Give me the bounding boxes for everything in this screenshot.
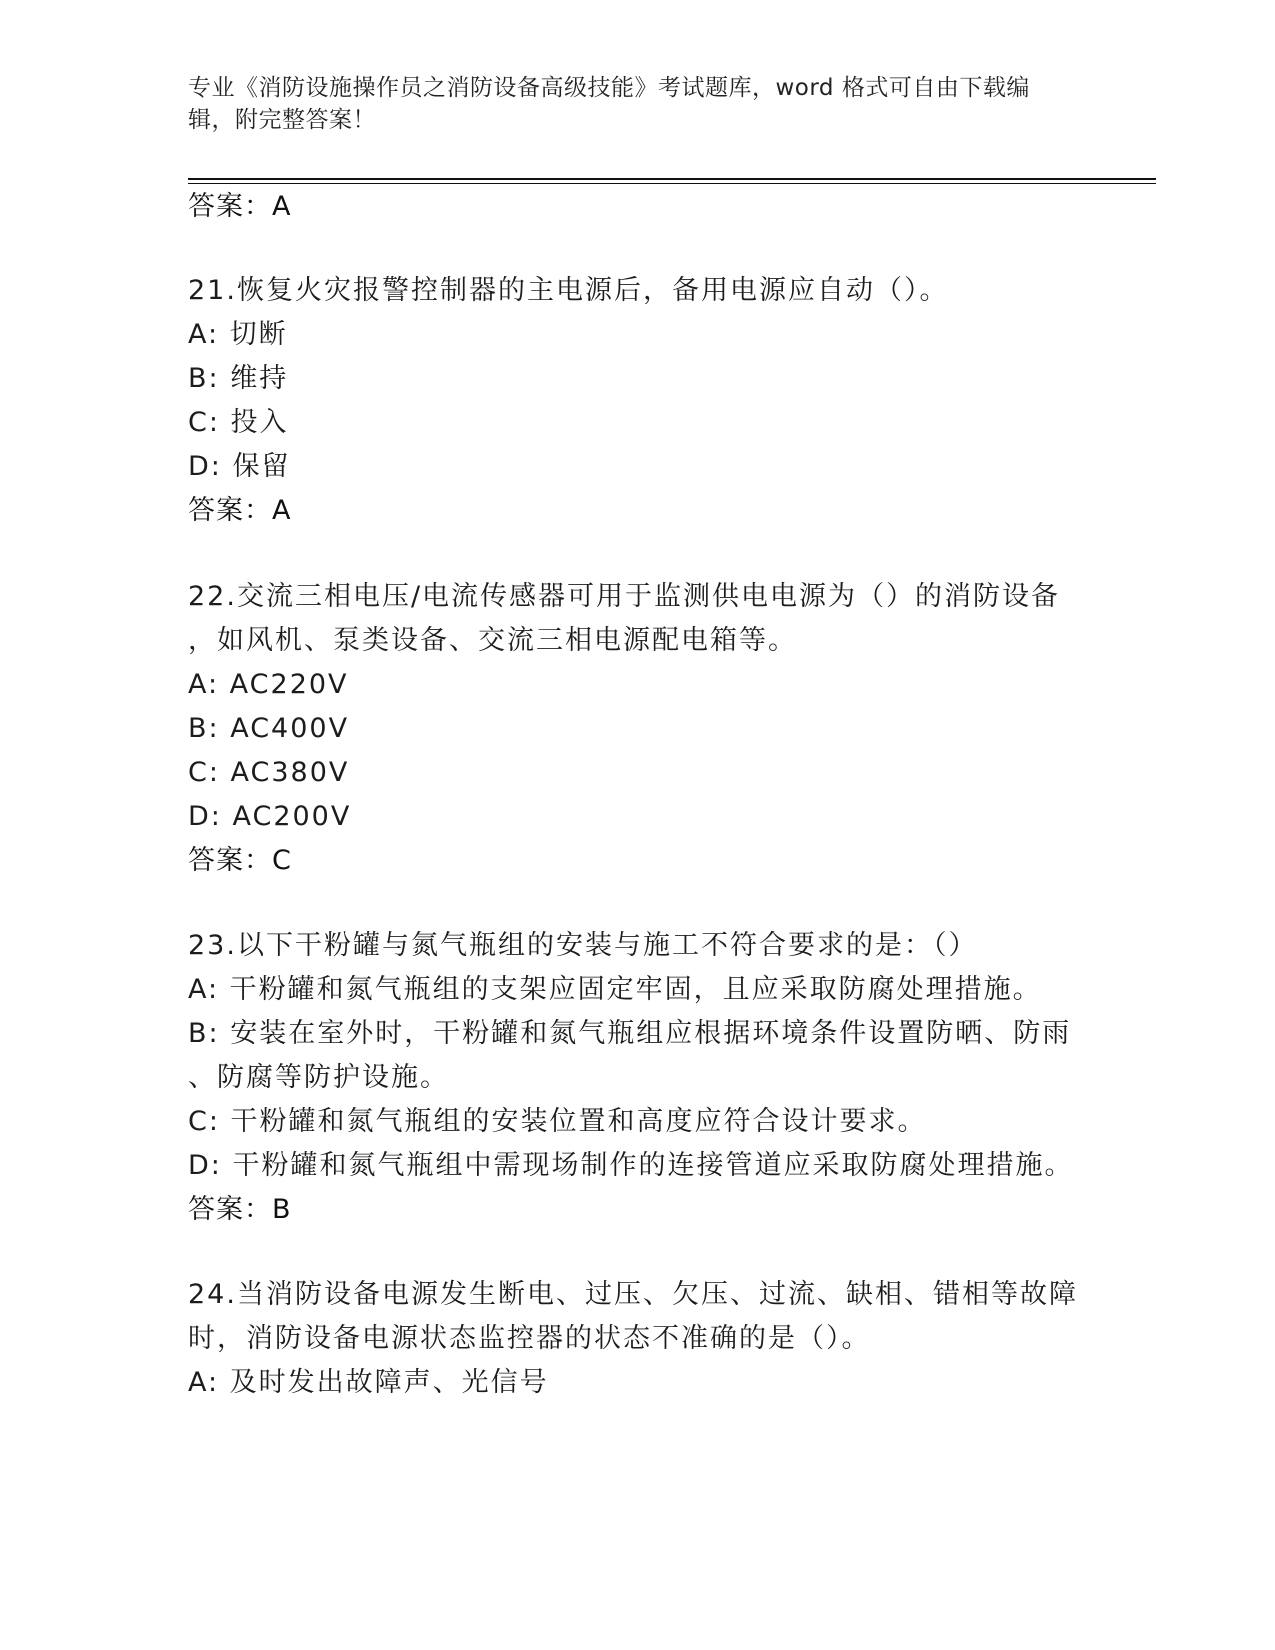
question-22-answer: 答案：C	[188, 845, 292, 876]
previous-answer: 答案：A	[188, 191, 292, 222]
question-23-option-b-line-2: 、防腐等防护设施。	[188, 1062, 449, 1093]
question-22-stem-line-2: ，如风机、泵类设备、交流三相电源配电箱等。	[188, 625, 797, 656]
question-23-option-b-line-1: B: 安装在室外时，干粉罐和氮气瓶组应根据环境条件设置防晒、防雨	[188, 1018, 1072, 1049]
question-23-option-d: D: 干粉罐和氮气瓶组中需现场制作的连接管道应采取防腐处理措施。	[188, 1150, 1074, 1181]
question-23-stem: 23.以下干粉罐与氮气瓶组的安装与施工不符合要求的是：（）	[188, 930, 978, 961]
question-21-option-b: B: 维持	[188, 363, 289, 394]
header-line-2: 辑，附完整答案！	[188, 107, 376, 133]
question-23-option-a: A: 干粉罐和氮气瓶组的支架应固定牢固，且应采取防腐处理措施。	[188, 974, 1042, 1005]
question-22-option-d: D: AC200V	[188, 801, 352, 832]
header-divider-thin	[188, 183, 1156, 184]
question-23-option-c: C: 干粉罐和氮气瓶组的安装位置和高度应符合设计要求。	[188, 1106, 927, 1137]
question-24-stem-line-1: 24.当消防设备电源发生断电、过压、欠压、过流、缺相、错相等故障	[188, 1279, 1078, 1310]
question-24-option-a: A: 及时发出故障声、光信号	[188, 1367, 549, 1398]
question-21-option-d: D: 保留	[188, 451, 291, 482]
question-21-stem: 21.恢复火灾报警控制器的主电源后，备用电源应自动（）。	[188, 275, 949, 306]
question-22-option-b: B: AC400V	[188, 713, 350, 744]
page-header	[188, 72, 1088, 136]
question-22-option-c: C: AC380V	[188, 757, 350, 788]
question-24-stem-line-2: 时，消防设备电源状态监控器的状态不准确的是（）。	[188, 1323, 871, 1354]
question-21-option-a: A: 切断	[188, 319, 288, 350]
header-divider-thick	[188, 178, 1156, 180]
question-22-stem-line-1: 22.交流三相电压/电流传感器可用于监测供电电源为（）的消防设备	[188, 581, 1061, 612]
question-22-option-a: A: AC220V	[188, 669, 349, 700]
question-23-answer: 答案：B	[188, 1194, 292, 1225]
question-21-option-c: C: 投入	[188, 407, 289, 438]
question-21-answer: 答案：A	[188, 495, 292, 526]
header-line-1: 专业《消防设施操作员之消防设备高级技能》考试题库，word 格式可自由下载编	[188, 75, 1030, 101]
